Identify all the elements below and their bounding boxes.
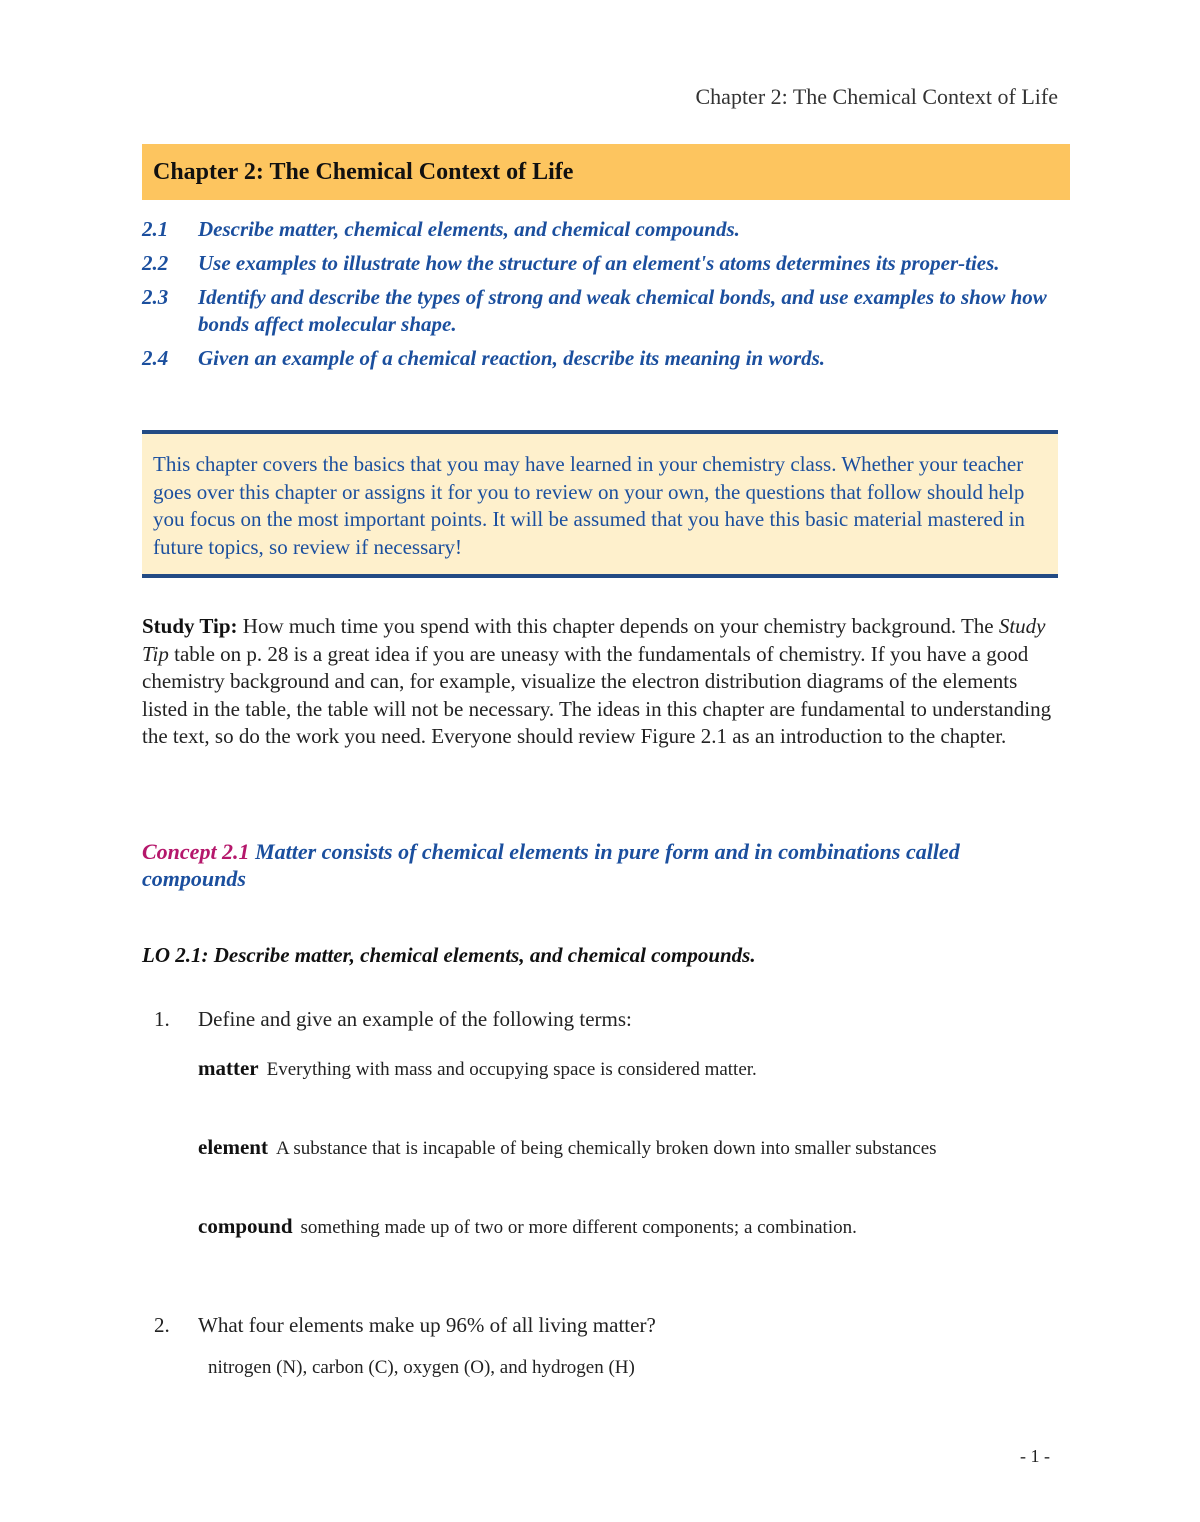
question-number: 1. [154, 1007, 170, 1031]
objective-text: Identify and describe the types of strong and weak chemical bonds, and use examples to show how bonds affect molecular shape. [198, 285, 1047, 336]
running-header: Chapter 2: The Chemical Context of Life [695, 84, 1058, 109]
concept-label: Concept 2.1 [142, 839, 250, 864]
learning-objectives [142, 216, 1072, 379]
term-definition: A substance that is incapable of being chemically broken down into smaller substances [275, 1138, 937, 1159]
objective-item [142, 216, 1072, 243]
learning-objective-heading: LO 2.1: Describe matter, chemical elements, and chemical compounds. [142, 943, 756, 967]
objective-number: 2.4 [142, 346, 169, 370]
question-text: What four elements make up 96% of all living matter? [198, 1313, 656, 1337]
study-tip-text: table on p. 28 is a great idea if you are uneasy with the fundamentals of chemistry. If you have a good chemistry background and can, for example, visualize the electron distribution diagrams of the elements listed in the table, the table will not be necessary. The ideas in this chapter are fundamental to understanding the text, so do the work you need. Everyone should review Figure 2.1 as an introduction to the chapter. [142, 641, 1052, 749]
study-tip-text: How much time you spend with this chapter depends on your chemistry background. The [237, 614, 999, 638]
objective-item [142, 345, 1072, 372]
objective-item [142, 250, 1072, 277]
objective-text: Given an example of a chemical reaction, describe its meaning in words. [198, 346, 826, 370]
term-label: compound [198, 1214, 293, 1238]
objective-text: Use examples to illustrate how the structure of an element's atoms determines its proper-ties. [198, 251, 1000, 275]
study-tip-label: Study Tip: [142, 614, 238, 638]
term-definition: something made up of two or more different components; a combination. [300, 1217, 857, 1238]
term-definition: Everything with mass and occupying space is considered matter. [266, 1059, 757, 1080]
concept-heading [142, 838, 1042, 892]
objective-number: 2.3 [142, 285, 169, 309]
page-number: - 1 - [1020, 1446, 1050, 1466]
study-tip-emphasis: Study Tip [142, 614, 1046, 666]
concept-text: Matter consists of chemical elements in pure form and in combinations called compounds [142, 839, 960, 891]
chapter-intro-box [142, 430, 1058, 578]
term-row [198, 1056, 757, 1081]
objective-text: Describe matter, chemical elements, and chemical compounds. [198, 217, 740, 241]
term-row [198, 1214, 857, 1239]
term-row [198, 1135, 937, 1160]
study-tip-paragraph [142, 613, 1062, 751]
term-label: element [198, 1135, 268, 1159]
term-label: matter [198, 1056, 259, 1080]
objective-item [142, 284, 1072, 338]
chapter-title: Chapter 2: The Chemical Context of Life [153, 159, 574, 185]
question-text: Define and give an example of the following terms: [198, 1007, 632, 1031]
answer-text: nitrogen (N), carbon (C), oxygen (O), and hydrogen (H) [208, 1357, 635, 1378]
objective-number: 2.1 [142, 217, 169, 241]
chapter-intro-text: This chapter covers the basics that you may have learned in your chemistry class. Whether your teacher goes over this chapter or assigns it for you to review on your own, the questions that follow should help you focus on the most important points. It will be assumed that you have this basic material mastered in future topics, so review if necessary! [153, 452, 1025, 559]
objective-number: 2.2 [142, 251, 169, 275]
chapter-title-band [142, 144, 1070, 200]
question-number: 2. [154, 1313, 170, 1337]
